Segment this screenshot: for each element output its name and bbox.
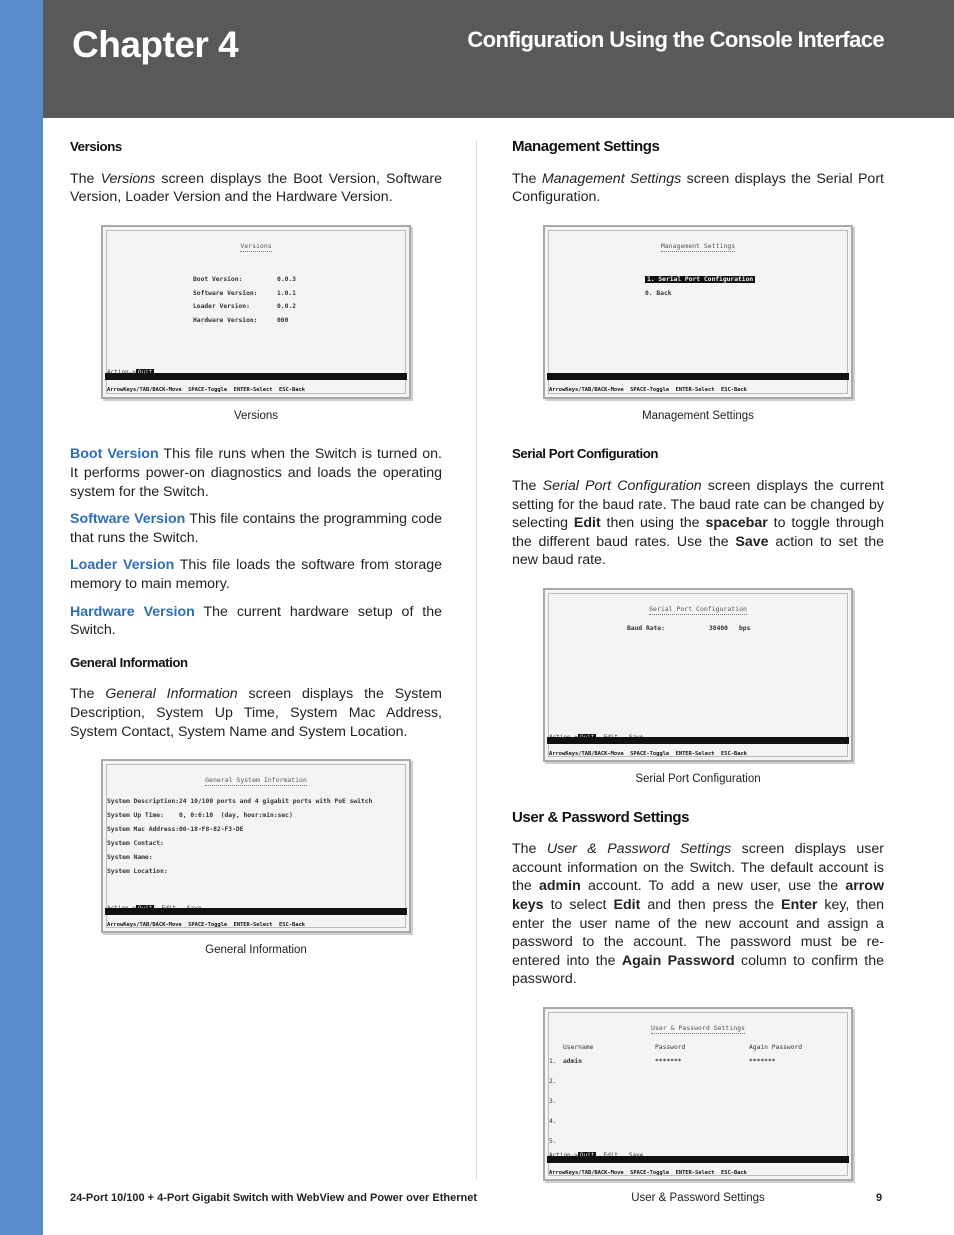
management-settings-paragraph: The Management Settings screen displays the Serial Port Configuration. [512,170,884,206]
user-password-caption: User & Password Settings [631,1191,765,1204]
side-color-bar [0,0,43,1235]
software-version-paragraph: Software Version This file contains the programming code that runs the Switch. [70,511,442,546]
footer-product: 24-Port 10/100 + 4-Port Gigabit Switch with WebView and Power over Ethernet [70,1192,478,1204]
general-information-screenshot: General System Information System Description: 24 10/100 ports and 4 gigabit ports with PoE switch System Up Time: 0, 0:6:10 (day, hour:min:sec) System Mac Address: 00-18-F8-82-F3-DE System Contact: System Name: System Location: ArrowKeys/TAB/BACK-Move SPACE-Toggle ENTER-Select ESC-Back [101,759,411,933]
serial-port-paragraph: The Serial Port Configuration screen displays the current setting for the baud rate. The baud rate can be changed by selecting Edit then using the spacebar to toggle through the different baud rates. Use the Save action to set the new baud rate. [512,477,884,569]
section-title: Configuration Using the Console Interface [467,27,884,52]
boot-version-paragraph: Boot Version This file runs when the Switch is turned on. It performs power-on diagnostics and loads the operating system for the Switch. [70,446,442,500]
management-settings-heading: Management Settings [512,138,660,155]
user-password-paragraph: The User & Password Settings screen displays user account information on the Switch. The default account is the admin account. To add a new user, use the arrow keys to select Edit and then press the Enter key, then enter the user name of the new account and assign a password to the account. The password must be re-entered into the Again Password column to confirm the password. [512,841,884,988]
hardware-version-paragraph: Hardware Version The current hardware setup of the Switch. [70,603,443,639]
serial-port-heading: Serial Port Configuration [512,446,659,462]
general-information-heading: General Information [70,654,188,670]
versions-screenshot: Versions Boot Version: 0.0.3 Software Version: 1.0.1 Loader Version: 0.0.2 Hardware Version: 000 ArrowKeys/TAB/BACK-Move SPACE-Toggle ENTER-Select ESC-Back [101,225,411,399]
user-password-screenshot: User & Password Settings Username Password Again Password 1. admin ******* ******* 2. 3. 4. 5. ArrowKeys/TAB/BACK-Move SPACE-Toggle ENTER-Select ESC-Back [543,1007,853,1181]
general-information-paragraph: The General Information screen displays the System Description, System Up Time, System Mac Address, System Contact, System Name and System Location. [70,686,443,740]
right-column [512,138,884,1227]
left-column [70,138,442,980]
page-number: 9 [876,1192,883,1204]
loader-version-paragraph: Loader Version This file loads the software from storage memory to main memory. [70,557,443,592]
column-divider [476,140,477,1180]
general-information-caption: General Information [205,944,307,957]
versions-paragraph: The Versions screen displays the Boot Version, Software Version, Loader Version and the Hardware Version. [70,170,442,206]
versions-heading: Versions [70,139,122,154]
chapter-title: Chapter 4 [72,24,239,65]
serial-port-screenshot: Serial Port Configuration Baud Rate: 38400 bps ArrowKeys/TAB/BACK-Move SPACE-Toggle ENTER-Select ESC-Back [543,588,853,762]
management-settings-screenshot: Management Settings 1. Serial Port Configuration 0. Back ArrowKeys/TAB/BACK-Move SPACE-Toggle ENTER-Select ESC-Back [543,225,853,399]
management-settings-caption: Management Settings [642,409,754,422]
versions-caption: Versions [233,409,279,422]
serial-port-caption: Serial Port Configuration [635,772,761,785]
user-password-heading: User & Password Settings [512,808,690,826]
